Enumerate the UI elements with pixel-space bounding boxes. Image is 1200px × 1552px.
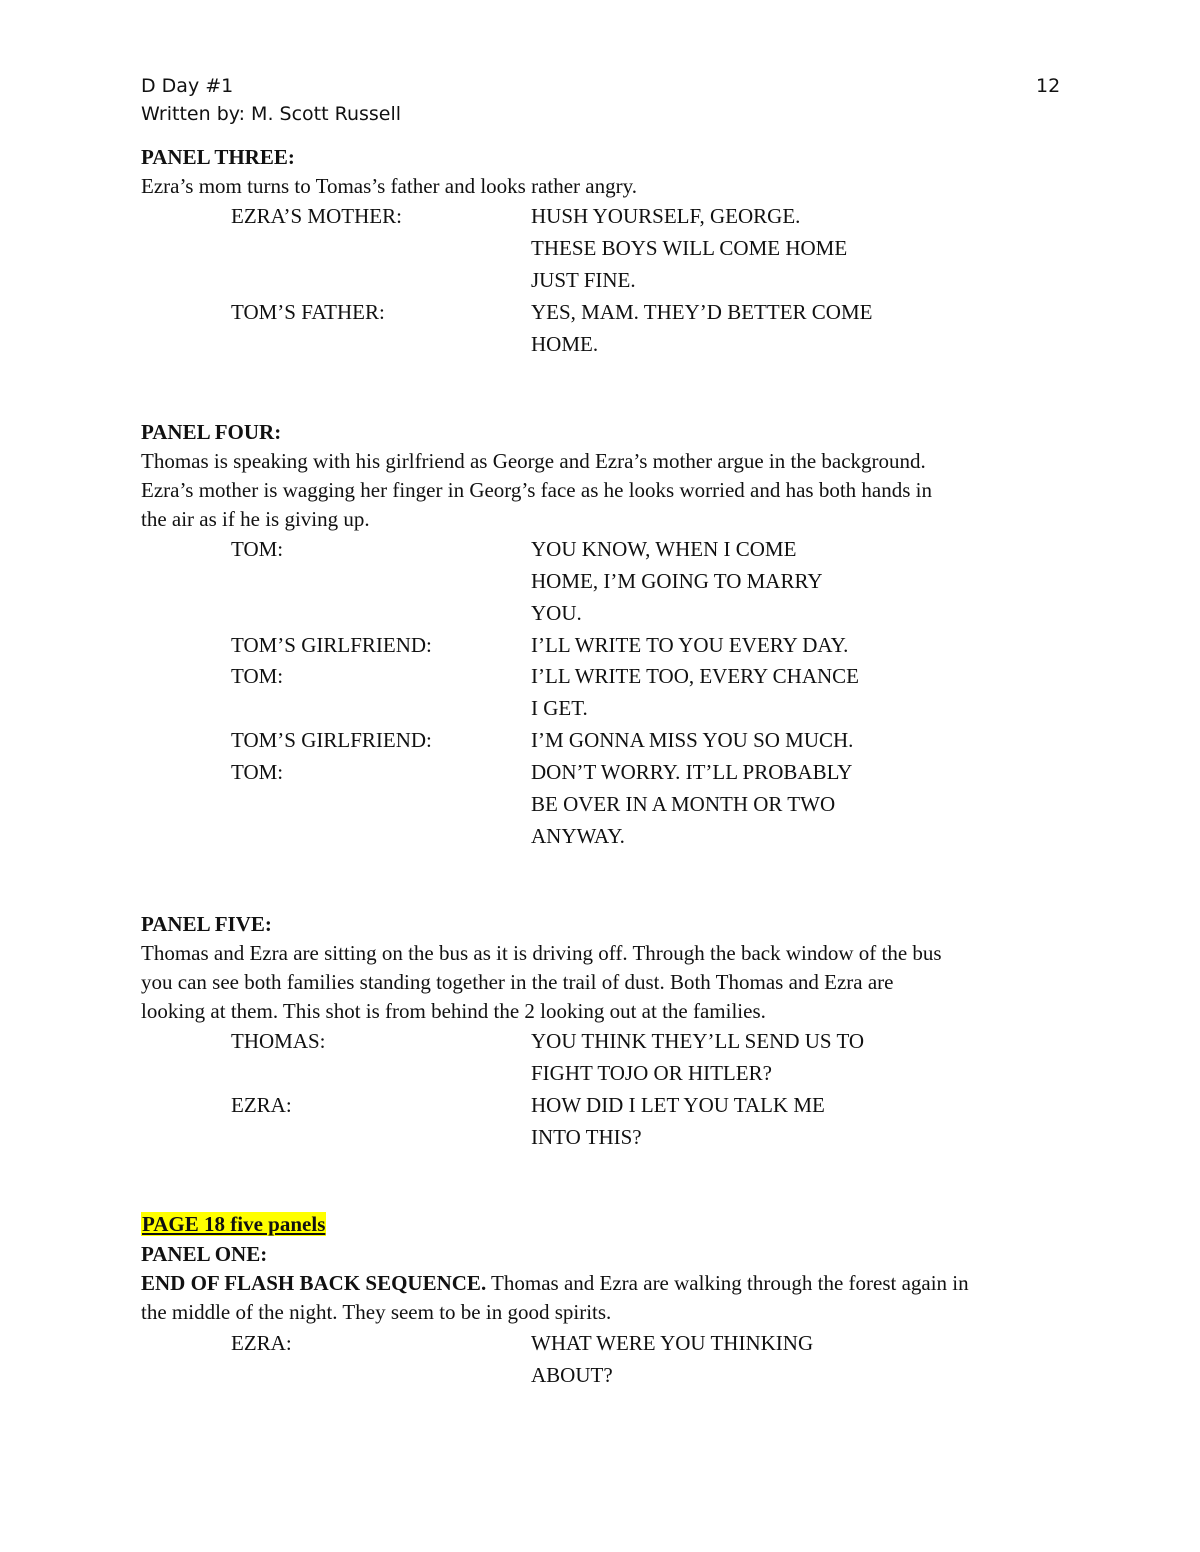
panel-three-description: Ezra’s mom turns to Tomas’s father and looks rather angry. [141,174,637,198]
document-title: D Day #1 [141,75,234,97]
panel-five-heading: PANEL FIVE: [141,912,272,936]
dialogue-line: HUSH YOURSELF, GEORGE. [531,204,801,228]
dialogue-speaker: TOM’S FATHER: [231,300,385,324]
dialogue-line: HOME. [531,332,599,356]
dialogue-line: BE OVER IN A MONTH OR TWO [531,792,836,816]
dialogue-line: YOU KNOW, WHEN I COME [531,537,797,561]
dialogue-line: INTO THIS? [531,1125,642,1149]
panel-four-heading: PANEL FOUR: [141,420,282,444]
dialogue-line: YOU THINK THEY’LL SEND US TO [531,1029,865,1053]
dialogue-line: ANYWAY. [531,824,625,848]
panel-three-heading: PANEL THREE: [141,145,295,169]
dialogue-line: THESE BOYS WILL COME HOME [531,236,848,260]
dialogue-line: I’M GONNA MISS YOU SO MUCH. [531,728,854,752]
dialogue-line: YES, MAM. THEY’D BETTER COME [531,300,873,324]
dialogue-line: I’LL WRITE TOO, EVERY CHANCE [531,664,860,688]
description-text: Thomas and Ezra are walking through the forest again in [486,1271,969,1295]
page-18-panel-one-heading: PANEL ONE: [141,1242,268,1266]
dialogue-speaker: EZRA’S MOTHER: [231,204,402,228]
dialogue-speaker: EZRA: [231,1331,292,1355]
page-18-heading [141,1210,326,1239]
dialogue-line: YOU. [531,601,582,625]
panel-five-description: looking at them. This shot is from behind the 2 looking out at the families. [141,999,766,1023]
dialogue-line: JUST FINE. [531,268,636,292]
dialogue-line: ABOUT? [531,1363,613,1387]
page-number: 12 [1036,75,1061,97]
dialogue-speaker: TOM: [231,664,284,688]
dialogue-speaker: EZRA: [231,1093,292,1117]
document-author: Written by: M. Scott Russell [141,103,402,125]
dialogue-speaker: TOM’S GIRLFRIEND: [231,728,432,752]
panel-four-description: Thomas is speaking with his girlfriend as George and Ezra’s mother argue in the background. [141,449,926,473]
dialogue-line: I GET. [531,696,588,720]
dialogue-line: I’LL WRITE TO YOU EVERY DAY. [531,633,849,657]
dialogue-speaker: TOM’S GIRLFRIEND: [231,633,432,657]
dialogue-line: FIGHT TOJO OR HITLER? [531,1061,772,1085]
dialogue-line: HOME, I’M GOING TO MARRY [531,569,823,593]
dialogue-speaker: THOMAS: [231,1029,326,1053]
panel-five-description: Thomas and Ezra are sitting on the bus as it is driving off. Through the back window of the bus [141,941,942,965]
panel-five-description: you can see both families standing together in the trail of dust. Both Thomas and Ezra are [141,970,894,994]
dialogue-line: DON’T WORRY. IT’LL PROBABLY [531,760,853,784]
panel-four-description: Ezra’s mother is wagging her finger in Georg’s face as he looks worried and has both hands in [141,478,932,502]
page-18-panel-one-description: the middle of the night. They seem to be in good spirits. [141,1300,612,1324]
dialogue-speaker: TOM: [231,760,284,784]
dialogue-speaker: TOM: [231,537,284,561]
page-18-panel-one-description [141,1269,969,1298]
dialogue-line: WHAT WERE YOU THINKING [531,1331,814,1355]
dialogue-line: HOW DID I LET YOU TALK ME [531,1093,825,1117]
highlighted-page-heading: PAGE 18 five panels [142,1212,326,1236]
flashback-end-label: END OF FLASH BACK SEQUENCE. [141,1271,487,1295]
panel-four-description: the air as if he is giving up. [141,507,370,531]
